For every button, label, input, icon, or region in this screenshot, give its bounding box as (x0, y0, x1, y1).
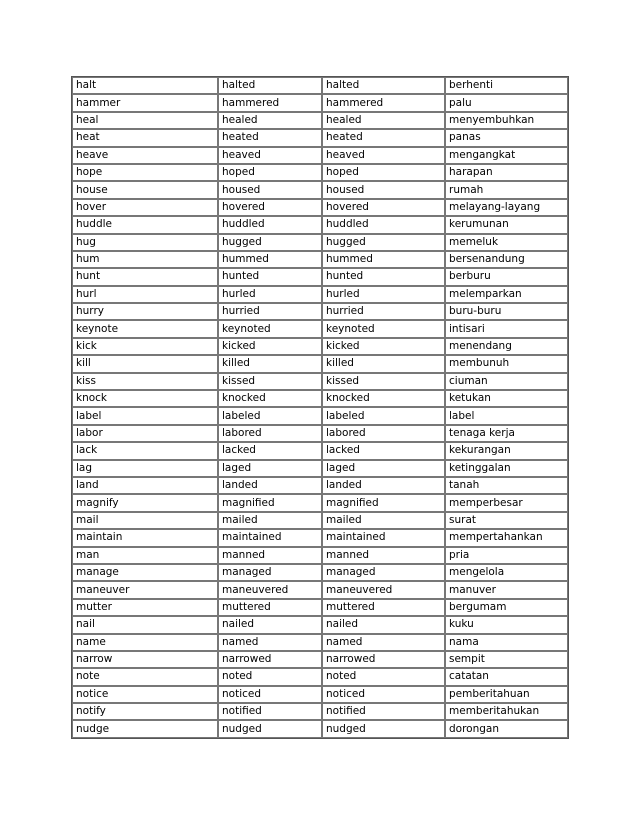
table-row (72, 216, 568, 233)
base-form-cell: hurry (72, 303, 218, 320)
translation-cell: buru-buru (445, 303, 568, 320)
base-form-cell: lack (72, 442, 218, 459)
past-participle-cell: kissed (322, 373, 445, 390)
past-tense-cell: notified (218, 703, 322, 720)
translation-cell: sempit (445, 651, 568, 668)
base-form-cell: hope (72, 164, 218, 181)
table-row (72, 529, 568, 546)
table-row (72, 320, 568, 337)
past-participle-cell: landed (322, 477, 445, 494)
base-form-cell: hover (72, 199, 218, 216)
past-participle-cell: mailed (322, 512, 445, 529)
base-form-cell: mutter (72, 599, 218, 616)
table-row (72, 181, 568, 198)
translation-cell: ketinggalan (445, 460, 568, 477)
past-tense-cell: named (218, 634, 322, 651)
table-row (72, 720, 568, 737)
base-form-cell: label (72, 407, 218, 424)
table-row (72, 77, 568, 94)
past-participle-cell: noted (322, 668, 445, 685)
past-participle-cell: nudged (322, 720, 445, 737)
base-form-cell: narrow (72, 651, 218, 668)
past-tense-cell: laged (218, 460, 322, 477)
past-tense-cell: landed (218, 477, 322, 494)
translation-cell: tenaga kerja (445, 425, 568, 442)
table-row (72, 164, 568, 181)
past-participle-cell: nailed (322, 616, 445, 633)
past-tense-cell: managed (218, 564, 322, 581)
past-tense-cell: muttered (218, 599, 322, 616)
table-row (72, 234, 568, 251)
base-form-cell: labor (72, 425, 218, 442)
past-participle-cell: heaved (322, 147, 445, 164)
past-tense-cell: huddled (218, 216, 322, 233)
past-tense-cell: lacked (218, 442, 322, 459)
table-row (72, 599, 568, 616)
base-form-cell: land (72, 477, 218, 494)
base-form-cell: huddle (72, 216, 218, 233)
past-participle-cell: lacked (322, 442, 445, 459)
table-row (72, 581, 568, 598)
translation-cell: nama (445, 634, 568, 651)
past-tense-cell: kissed (218, 373, 322, 390)
past-participle-cell: muttered (322, 599, 445, 616)
past-participle-cell: hurled (322, 286, 445, 303)
translation-cell: pria (445, 547, 568, 564)
past-participle-cell: managed (322, 564, 445, 581)
translation-cell: mengangkat (445, 147, 568, 164)
table-row (72, 686, 568, 703)
translation-cell: memeluk (445, 234, 568, 251)
translation-cell: berhenti (445, 77, 568, 94)
past-participle-cell: notified (322, 703, 445, 720)
past-tense-cell: hugged (218, 234, 322, 251)
table-row (72, 390, 568, 407)
table-row (72, 442, 568, 459)
table-row (72, 564, 568, 581)
base-form-cell: manage (72, 564, 218, 581)
past-participle-cell: noticed (322, 686, 445, 703)
base-form-cell: heal (72, 112, 218, 129)
translation-cell: melemparkan (445, 286, 568, 303)
base-form-cell: hum (72, 251, 218, 268)
translation-cell: berburu (445, 268, 568, 285)
table-row (72, 373, 568, 390)
table-row (72, 425, 568, 442)
table-row (72, 303, 568, 320)
past-tense-cell: housed (218, 181, 322, 198)
past-tense-cell: hurried (218, 303, 322, 320)
past-participle-cell: housed (322, 181, 445, 198)
past-participle-cell: healed (322, 112, 445, 129)
table-row (72, 477, 568, 494)
past-tense-cell: hummed (218, 251, 322, 268)
past-tense-cell: knocked (218, 390, 322, 407)
base-form-cell: kill (72, 355, 218, 372)
past-participle-cell: hunted (322, 268, 445, 285)
table-row (72, 286, 568, 303)
past-tense-cell: manned (218, 547, 322, 564)
base-form-cell: note (72, 668, 218, 685)
past-participle-cell: hammered (322, 94, 445, 111)
past-tense-cell: narrowed (218, 651, 322, 668)
past-tense-cell: noted (218, 668, 322, 685)
base-form-cell: heat (72, 129, 218, 146)
translation-cell: dorongan (445, 720, 568, 737)
translation-cell: menyembuhkan (445, 112, 568, 129)
table-row (72, 651, 568, 668)
translation-cell: pemberitahuan (445, 686, 568, 703)
past-tense-cell: hunted (218, 268, 322, 285)
translation-cell: ketukan (445, 390, 568, 407)
past-tense-cell: magnified (218, 494, 322, 511)
past-participle-cell: hurried (322, 303, 445, 320)
past-tense-cell: keynoted (218, 320, 322, 337)
translation-cell: harapan (445, 164, 568, 181)
past-participle-cell: huddled (322, 216, 445, 233)
base-form-cell: keynote (72, 320, 218, 337)
past-participle-cell: kicked (322, 338, 445, 355)
past-tense-cell: maneuvered (218, 581, 322, 598)
past-tense-cell: hammered (218, 94, 322, 111)
translation-cell: kerumunan (445, 216, 568, 233)
table-row (72, 112, 568, 129)
base-form-cell: kick (72, 338, 218, 355)
base-form-cell: notify (72, 703, 218, 720)
past-tense-cell: labored (218, 425, 322, 442)
translation-cell: melayang-layang (445, 199, 568, 216)
base-form-cell: notice (72, 686, 218, 703)
past-participle-cell: maneuvered (322, 581, 445, 598)
past-tense-cell: labeled (218, 407, 322, 424)
past-participle-cell: magnified (322, 494, 445, 511)
translation-cell: palu (445, 94, 568, 111)
past-participle-cell: heated (322, 129, 445, 146)
table-row (72, 494, 568, 511)
base-form-cell: name (72, 634, 218, 651)
base-form-cell: mail (72, 512, 218, 529)
table-row (72, 251, 568, 268)
table-row (72, 407, 568, 424)
base-form-cell: nail (72, 616, 218, 633)
translation-cell: surat (445, 512, 568, 529)
past-participle-cell: killed (322, 355, 445, 372)
table-row (72, 547, 568, 564)
translation-cell: label (445, 407, 568, 424)
past-participle-cell: labeled (322, 407, 445, 424)
table-row (72, 703, 568, 720)
table-row (72, 199, 568, 216)
base-form-cell: kiss (72, 373, 218, 390)
past-participle-cell: hummed (322, 251, 445, 268)
past-participle-cell: hoped (322, 164, 445, 181)
past-participle-cell: narrowed (322, 651, 445, 668)
translation-cell: kuku (445, 616, 568, 633)
translation-cell: panas (445, 129, 568, 146)
base-form-cell: halt (72, 77, 218, 94)
base-form-cell: hug (72, 234, 218, 251)
past-tense-cell: hoped (218, 164, 322, 181)
past-tense-cell: hurled (218, 286, 322, 303)
base-form-cell: house (72, 181, 218, 198)
past-tense-cell: noticed (218, 686, 322, 703)
base-form-cell: nudge (72, 720, 218, 737)
base-form-cell: lag (72, 460, 218, 477)
base-form-cell: maneuver (72, 581, 218, 598)
base-form-cell: knock (72, 390, 218, 407)
past-participle-cell: named (322, 634, 445, 651)
past-tense-cell: heaved (218, 147, 322, 164)
base-form-cell: hunt (72, 268, 218, 285)
past-participle-cell: maintained (322, 529, 445, 546)
translation-cell: membunuh (445, 355, 568, 372)
table-row (72, 668, 568, 685)
translation-cell: kekurangan (445, 442, 568, 459)
past-participle-cell: knocked (322, 390, 445, 407)
base-form-cell: hammer (72, 94, 218, 111)
verb-table-body (72, 77, 568, 738)
base-form-cell: magnify (72, 494, 218, 511)
verb-table (71, 76, 569, 739)
past-tense-cell: halted (218, 77, 322, 94)
table-row (72, 338, 568, 355)
past-tense-cell: kicked (218, 338, 322, 355)
past-tense-cell: maintained (218, 529, 322, 546)
past-tense-cell: killed (218, 355, 322, 372)
table-row (72, 634, 568, 651)
base-form-cell: heave (72, 147, 218, 164)
translation-cell: manuver (445, 581, 568, 598)
translation-cell: ciuman (445, 373, 568, 390)
table-row (72, 512, 568, 529)
table-row (72, 355, 568, 372)
past-participle-cell: hugged (322, 234, 445, 251)
past-participle-cell: halted (322, 77, 445, 94)
translation-cell: menendang (445, 338, 568, 355)
past-participle-cell: labored (322, 425, 445, 442)
translation-cell: mempertahankan (445, 529, 568, 546)
base-form-cell: man (72, 547, 218, 564)
past-participle-cell: keynoted (322, 320, 445, 337)
translation-cell: mengelola (445, 564, 568, 581)
translation-cell: bersenandung (445, 251, 568, 268)
past-participle-cell: laged (322, 460, 445, 477)
table-row (72, 460, 568, 477)
base-form-cell: hurl (72, 286, 218, 303)
translation-cell: tanah (445, 477, 568, 494)
past-tense-cell: nailed (218, 616, 322, 633)
past-participle-cell: manned (322, 547, 445, 564)
translation-cell: memberitahukan (445, 703, 568, 720)
translation-cell: rumah (445, 181, 568, 198)
table-row (72, 94, 568, 111)
translation-cell: catatan (445, 668, 568, 685)
table-row (72, 129, 568, 146)
past-tense-cell: healed (218, 112, 322, 129)
past-tense-cell: mailed (218, 512, 322, 529)
translation-cell: memperbesar (445, 494, 568, 511)
table-row (72, 616, 568, 633)
base-form-cell: maintain (72, 529, 218, 546)
past-tense-cell: hovered (218, 199, 322, 216)
table-row (72, 268, 568, 285)
past-tense-cell: heated (218, 129, 322, 146)
table-row (72, 147, 568, 164)
past-tense-cell: nudged (218, 720, 322, 737)
past-participle-cell: hovered (322, 199, 445, 216)
translation-cell: intisari (445, 320, 568, 337)
translation-cell: bergumam (445, 599, 568, 616)
